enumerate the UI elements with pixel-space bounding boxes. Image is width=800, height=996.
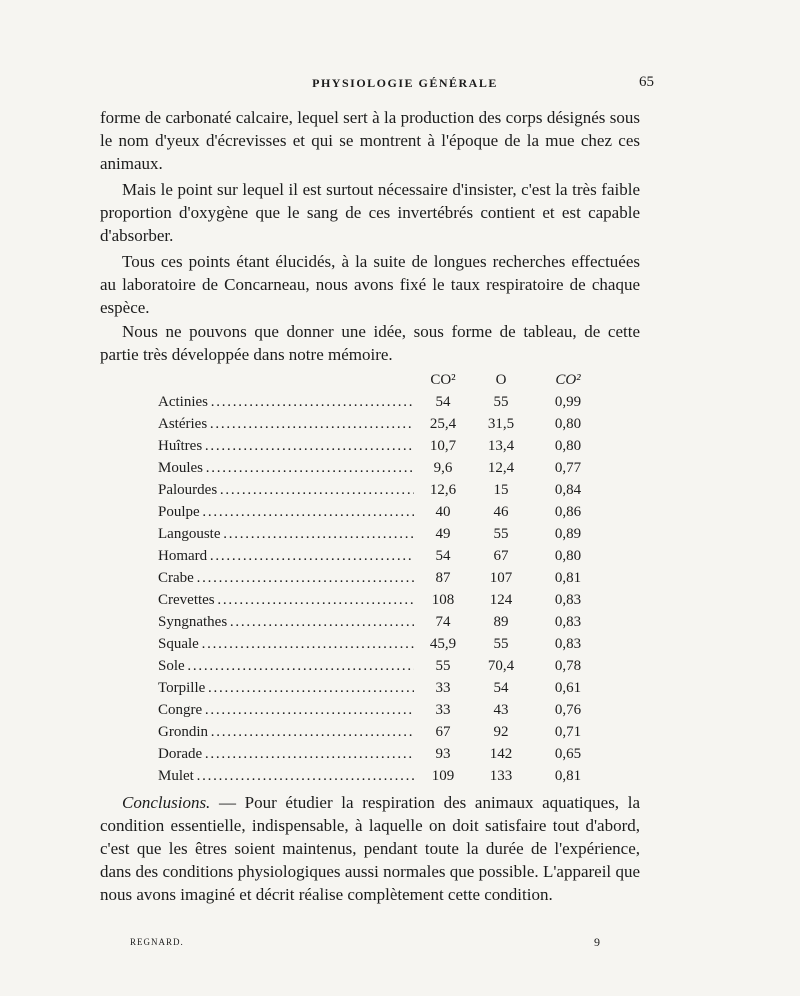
author-name: REGNARD.: [130, 937, 184, 947]
table-row: [158, 479, 628, 501]
o-value: 70,4: [487, 658, 515, 674]
species-name: Syngnathes . . .: [158, 611, 414, 633]
o-value: 133: [489, 768, 513, 784]
co2-value: 25,4: [429, 416, 457, 432]
paragraph-4: [100, 320, 640, 366]
table-row: [158, 567, 628, 589]
co2-value: 54: [435, 548, 451, 564]
conclusion-label: Conclusions.: [122, 793, 211, 812]
table-row: [158, 545, 628, 567]
o-value: 54: [493, 680, 509, 696]
respiration-table: [158, 369, 628, 787]
paragraph-text: Nous ne pouvons que donner une idée, sous forme de tableau, de cette partie très développée dans notre mémoire.: [100, 322, 640, 364]
co2-value: 108: [431, 592, 455, 608]
o-value: 55: [493, 636, 509, 652]
o-value: 31,5: [487, 416, 515, 432]
o-value: 92: [493, 724, 509, 740]
column-header-o: O: [495, 372, 507, 388]
table-row: [158, 391, 628, 413]
table-row: [158, 677, 628, 699]
conclusion-paragraph: [100, 791, 640, 906]
ratio-value: 0,83: [554, 592, 582, 608]
ratio-value: 0,99: [554, 394, 582, 410]
signature-mark: 9: [594, 935, 600, 949]
o-value: 13,4: [487, 438, 515, 454]
ratio-value: 0,71: [554, 724, 582, 740]
o-value: 142: [489, 746, 513, 762]
species-name: Moules . . .: [158, 457, 414, 479]
o-value: 124: [489, 592, 513, 608]
species-name: Astéries . . .: [158, 413, 414, 435]
ratio-value: 0,76: [554, 702, 582, 718]
co2-value: 33: [435, 680, 451, 696]
co2-value: 45,9: [429, 636, 457, 652]
ratio-value: 0,78: [554, 658, 582, 674]
running-header: [100, 74, 654, 98]
species-name: Squale . . .: [158, 633, 414, 655]
header-title: PHYSIOLOGIE GÉNÉRALE: [312, 76, 498, 90]
ratio-value: 0,61: [554, 680, 582, 696]
co2-value: 40: [435, 504, 451, 520]
ratio-value: 0,86: [554, 504, 582, 520]
o-value: 46: [493, 504, 509, 520]
ratio-value: 0,83: [554, 636, 582, 652]
ratio-value: 0,80: [554, 548, 582, 564]
table-row: [158, 523, 628, 545]
ratio-value: 0,81: [554, 570, 582, 586]
o-value: 12,4: [487, 460, 515, 476]
table-row: [158, 699, 628, 721]
co2-value: 33: [435, 702, 451, 718]
species-name: Crevettes . . .: [158, 589, 414, 611]
o-value: 15: [493, 482, 509, 498]
o-value: 55: [493, 394, 509, 410]
table-row: [158, 435, 628, 457]
table-header-row: [158, 369, 628, 391]
o-value: 55: [493, 526, 509, 542]
species-name: Torpille . . .: [158, 677, 414, 699]
co2-value: 55: [435, 658, 451, 674]
table-row: [158, 655, 628, 677]
co2-value: 49: [435, 526, 451, 542]
o-value: 67: [493, 548, 509, 564]
species-name: Homard . . .: [158, 545, 414, 567]
ratio-value: 0,65: [554, 746, 582, 762]
paragraph-3: [100, 250, 640, 319]
ratio-value: 0,81: [554, 768, 582, 784]
o-value: 89: [493, 614, 509, 630]
species-name: Congre . . .: [158, 699, 414, 721]
species-name: Poulpe . . .: [158, 501, 414, 523]
co2-value: 54: [435, 394, 451, 410]
species-name: Grondin . . .: [158, 721, 414, 743]
table-body: [158, 391, 628, 787]
species-name: Huîtres . . .: [158, 435, 414, 457]
column-header-ratio: CO²: [555, 372, 581, 388]
table-row: [158, 765, 628, 787]
conclusion-text: — Pour étudier la respiration des animaux aquatiques, la condition essentielle, indispensable, à laquelle on doit satisfaire tout d'abord, c'est que les êtres soient maintenus, pendant toute la durée de l'expérience, dans des conditions physiologiques aussi normales que possible. L'appareil que nous avons imaginé et décrit réalise complètement cette condition.: [100, 793, 640, 904]
table-row: [158, 501, 628, 523]
paragraph-2: [100, 178, 640, 247]
co2-value: 67: [435, 724, 451, 740]
species-name: Langouste . . .: [158, 523, 414, 545]
page-footer: [130, 937, 600, 957]
paragraph-text: Mais le point sur lequel il est surtout nécessaire d'insister, c'est la très faible proportion d'oxygène que le sang de ces invertébrés contient et est capable d'absorber.: [100, 180, 640, 245]
table-row: [158, 611, 628, 633]
ratio-value: 0,80: [554, 416, 582, 432]
species-name: Actinies . . .: [158, 391, 414, 413]
co2-value: 12,6: [429, 482, 457, 498]
ratio-value: 0,83: [554, 614, 582, 630]
table-row: [158, 457, 628, 479]
ratio-value: 0,89: [554, 526, 582, 542]
species-name: Sole . . .: [158, 655, 414, 677]
co2-value: 9,6: [433, 460, 453, 476]
paragraph-text: Tous ces points étant élucidés, à la suite de longues recherches effectuées au laboratoire de Concarneau, nous avons fixé le taux respiratoire de chaque espèce.: [100, 252, 640, 317]
ratio-value: 0,77: [554, 460, 582, 476]
species-name: Palourdes . . .: [158, 479, 414, 501]
co2-value: 87: [435, 570, 451, 586]
table-row: [158, 633, 628, 655]
paragraph-1: [100, 106, 640, 175]
co2-value: 10,7: [429, 438, 457, 454]
species-name: Crabe . . .: [158, 567, 414, 589]
ratio-value: 0,84: [554, 482, 582, 498]
paragraph-text: forme de carbonaté calcaire, lequel sert à la production des corps désignés sous le nom d'yeux d'écrevisses et qui se montrent à l'époque de la mue chez ces animaux.: [100, 108, 640, 173]
table-row: [158, 721, 628, 743]
co2-value: 109: [431, 768, 455, 784]
table-row: [158, 589, 628, 611]
o-value: 43: [493, 702, 509, 718]
table-row: [158, 743, 628, 765]
table-row: [158, 413, 628, 435]
species-name: Dorade . . .: [158, 743, 414, 765]
co2-value: 93: [435, 746, 451, 762]
page-number: 65: [639, 74, 654, 90]
species-name: Mulet . . .: [158, 765, 414, 787]
o-value: 107: [489, 570, 513, 586]
ratio-value: 0,80: [554, 438, 582, 454]
column-header-co2: CO²: [430, 372, 456, 388]
co2-value: 74: [435, 614, 451, 630]
